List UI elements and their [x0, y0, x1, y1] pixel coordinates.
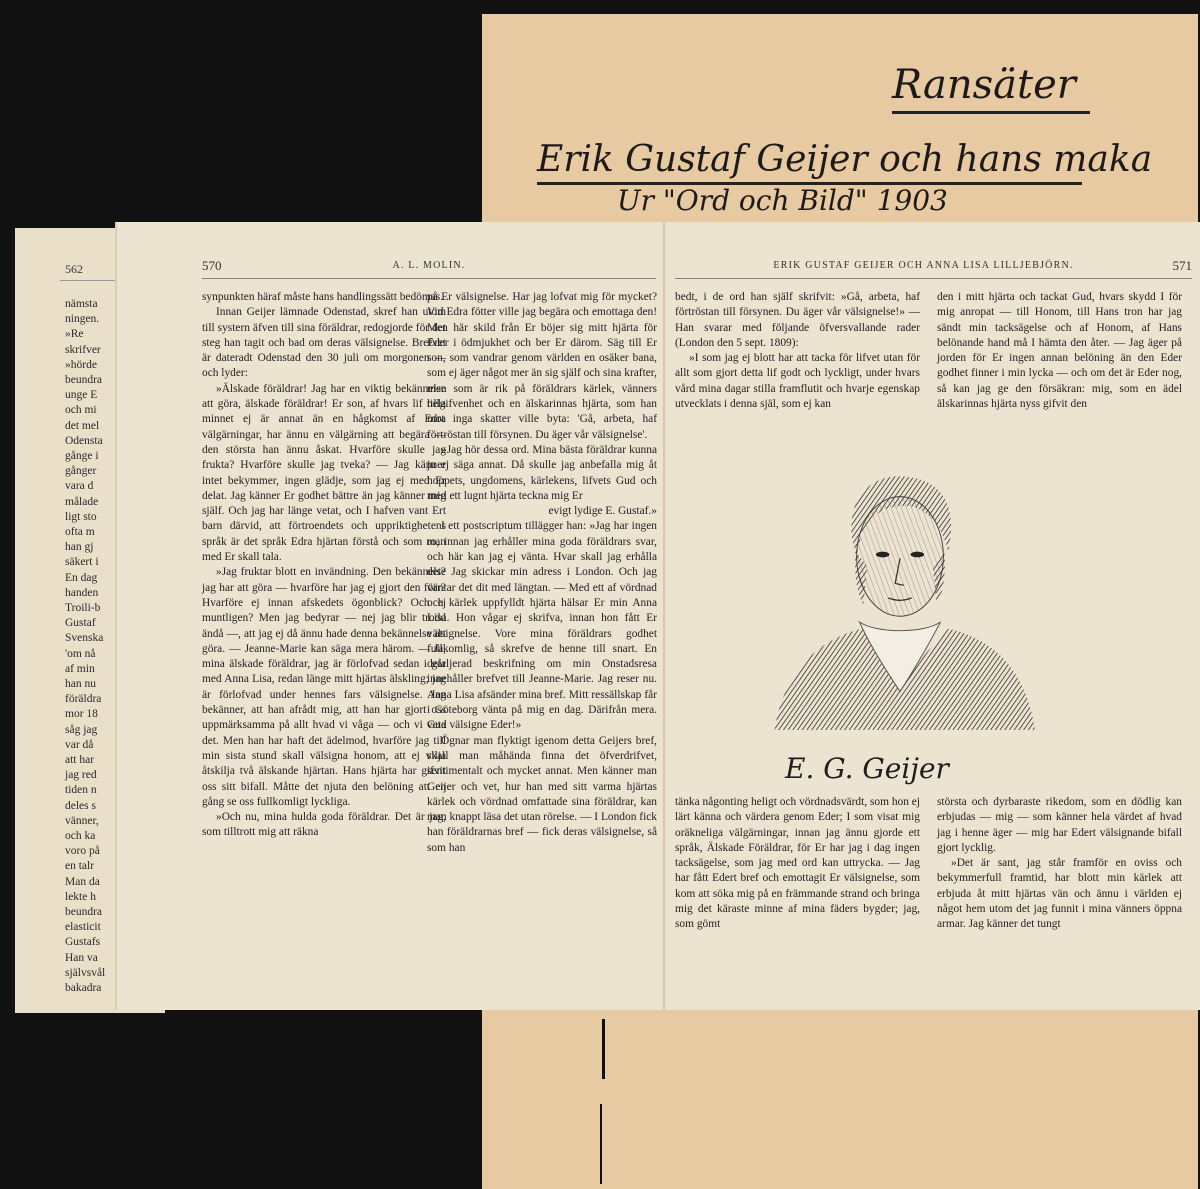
handwritten-source: Ur "Ord och Bild" 1903: [617, 184, 948, 217]
text-line: att har: [65, 754, 95, 766]
text-column: [427, 290, 657, 856]
text-line: En dag: [65, 571, 98, 584]
text-column: [202, 290, 446, 841]
text-line: Troili-b: [65, 602, 101, 614]
text-line: ningen.: [65, 313, 100, 326]
paragraph: den i mitt hjärta och tackat Gud, hvars skydd I för mig anropat — till Honom, till Hans tron har jag sändt min tacksägelse och af Honom, af Hans belönande hand må I hämta den åter. — Jag äger på jorden för Er ingen annan belöning än den Eder godhet finner i min lycka — och om det är Eder nog, så kan jag ge den försäkran: mig, som en ädel älskarinnas hjärta nyss gifvit den: [937, 291, 1182, 411]
text-line: lekte h: [65, 890, 96, 903]
text-line: mor 18: [65, 708, 98, 721]
text-line: tiden n: [65, 784, 97, 797]
text-line: och ka: [65, 830, 96, 842]
text-line: självsvål: [65, 966, 106, 979]
text-line: såg jag: [65, 723, 98, 736]
text-line: af min: [65, 662, 95, 675]
text-line: beundra: [65, 374, 103, 386]
paragraph: synpunkten häraf måste hans handlingssätt bedömas.: [202, 291, 444, 303]
text-line: ligt sto: [65, 510, 97, 523]
paragraph: största och dyrbaraste rikedom, som en dödlig kan erbjudas — mig — som känner hela värdet af hvad jag i henne äger — mig har Edert välsignande bifall gjort lycklig.: [937, 796, 1182, 854]
text-line: »Re: [65, 328, 84, 341]
article-spread: [115, 222, 1200, 1010]
text-line: unge E: [65, 389, 98, 402]
text-line: ofta m: [65, 526, 95, 538]
text-line: en talr: [65, 860, 95, 873]
text-column: [937, 795, 1182, 933]
text-line: Gustafs: [65, 936, 101, 949]
text-line: voro på: [65, 845, 100, 858]
text-line: vänner,: [65, 814, 99, 827]
text-column: [675, 795, 920, 933]
text-line: skrifver: [65, 343, 101, 356]
running-head: ERIK GUSTAF GEIJER OCH ANNA LISA LILLJEBJÖRN.: [773, 260, 1074, 271]
page-number: 562: [65, 262, 83, 276]
paragraph: »Och nu, mina hulda goda föräldrar. Det är jag, som tilltrott mig att räkna: [202, 811, 446, 839]
text-line: målade: [65, 495, 99, 508]
paragraph: Innan Geijer lämnade Odenstad, skref han utom till systern äfven till sina föräldrar, redogjorde för det steg han tagit och bad om deras välsignelse. Brefvet är dateradt Odenstad den 30 juli om morgonen — och lyder:: [202, 306, 446, 380]
text-line: han gj: [65, 541, 94, 554]
handwritten-title: Erik Gustaf Geijer och hans maka: [537, 139, 1153, 180]
page-570: [139, 222, 656, 1010]
text-line: vara d: [65, 480, 94, 493]
paragraph: »Jag fruktar blott en invändning. Den bekännelse jag har att göra — hvarföre har jag ej gjort den förr? Hvarföre ej innan afskedets ögonblick? Och ej muntligen? Men jag bedyrar — nej jag blir trodd ändå —, att jag ej då ännu hade denna bekännelse att göra. — Jeanne-Marie kan säga mera härom. — Ja, mina älskade föräldrar, jag är förlofvad sedan i går med Anna Lisa, redan länge mitt hjärtas älskling; jag är förlofvad under hennes fars välsignelse. Jag bekänner, att han afrådt mig, att han har gjort oss uppmärksamma på allt hvad vi våga — och vi veta det. Men han har haft det ädelmod, hvarföre jag till min sista stund skall välsigna honom, att ej vilja åtskilja två älskande hjärtan. Hans hjärta har gifvit oss sitt bifall. Måtte det njuta den belöning att en gång se oss fullkomligt lyckliga.: [202, 566, 446, 808]
underline: [892, 111, 1090, 114]
running-head: A. L. MOLIN.: [392, 260, 466, 271]
text-line: gånge i: [65, 450, 99, 462]
text-line: Man da: [65, 875, 100, 888]
paragraph: evigt lydige E. Gustaf.»: [548, 505, 657, 518]
header-rule: [202, 278, 656, 279]
handwritten-place: Ransäter: [892, 62, 1076, 108]
text-line: Svenska: [65, 632, 104, 645]
page-number: 570: [202, 258, 222, 273]
text-line: nämsta: [65, 298, 98, 310]
text-line: säkert i: [65, 556, 99, 569]
page-number: 571: [1172, 258, 1192, 273]
text-line: Gustaf: [65, 617, 96, 630]
text-line: beundra: [65, 906, 103, 918]
paragraph: »Älskade föräldrar! Jag har en viktig bekännelse att göra, älskade föräldrar! Er son, af hvars lif hela minnet ej är annat än en hågkomst af Edra välgärningar, har ännu en välgärning att begära — den största han ännu åskat. Hvarföre skulle jag frukta? Hvarföre skulle jag tveka? — Jag känner intet bekymmer, ingen glädje, som jag ej med Er delat. Jag känner Er godhet bättre än jag känner mig själf. Och jag har länge vetat, och I hafven vant Ert barn därvid, att förtroendets och uppriktighetens språk är det språk Edra hjärtan förstå och som man med Er skall tala.: [202, 382, 446, 564]
paragraph: »Jag hör dessa ord. Mina bästa föräldrar kunna ju ej säga annat. Då skulle jag anbefalla mig åt hoppets, ungdomens, kärlekens, lifvets Gud och med ett lugnt hjärta teckna mig Er: [427, 443, 657, 502]
text-line: föräldra: [65, 693, 102, 706]
text-line: det mel: [65, 419, 100, 432]
paragraph: bedt, i de ord han själf skrifvit: »Gå, arbeta, haf förtröstan till försynen. Du äger vår välsignelse!» — Han svarar med följande öfversvallande rader (London den 5 sept. 1809):: [675, 291, 920, 349]
center-fold: [663, 222, 665, 1010]
paragraph: tänka någonting heligt och vördnadsvärdt, som hon ej lärt känna och värdera genom Eder; I som visat mig oräkneliga välgärningar, innan jag ännu gjorde ett språk, Älskade Föräldrar, för Er har jag i dag ingen tacksägelse, som jag med ord kan uttrycka. — Jag har fått Edert bref och emottagit Er välsignelse, som kom att söka mig på en främmande strand och bringa mig det käraste minne af mina fäders bygder; jag, som gömt: [675, 796, 920, 931]
text-column: [675, 290, 920, 412]
tear-mark: [600, 1104, 602, 1184]
page-header: [675, 258, 1192, 276]
text-line: handen: [65, 586, 99, 599]
paragraph: I ett postscriptum tillägger han: »Jag har ingen ro, innan jag erhåller mina goda föräldrars svar, och här kan jag ej vänta. Hvar skall jag erhålla det? Jag skickar min adress i London. Och jag väntar det dit med längtan. — Med ett af vördnad och kärlek uppfylldt hjärta hälsar Er min Anna Lisa. Hon vågar ej skrifva, innan hon fått Er välsignelse. Vore mina föräldrars godhet fullkomlig, så skrefve de henne till snart. En detaljerad beskrifning om min Onstadsresa innehåller brefvet till Jeanne-Marie. Jag reser nu. Anna Lisa afsänder mina bref. Mitt ressällskap får i Göteborg vänta på mig en dag. Därifrån mera. Gud välsigne Eder!»: [427, 520, 657, 732]
text-line: jag red: [65, 769, 97, 782]
portrait-caption: E. G. Geijer: [785, 752, 949, 785]
tear-mark: [602, 1019, 605, 1079]
text-line: »hörde: [65, 358, 97, 371]
paragraph: Ögnar man flyktigt igenom detta Geijers bref, skall man måhända finna det öfverdrifvet, sentimentalt och mycket annat. Men känner man Geijer och vet, hur han med sitt varma hjärtas kärlek och vördnad omfattade sina föräldrar, kan man knappt läsa det utan rörelse. — I London fick han föräldrarnas bref — fick deras välsignelse, så som han: [427, 734, 657, 854]
page-571: [675, 222, 1192, 1010]
text-column: [937, 290, 1182, 412]
text-line: Odensta: [65, 434, 103, 447]
text-line: Han va: [65, 951, 98, 964]
text-line: bakadra: [65, 982, 102, 994]
text-line: och mi: [65, 404, 97, 417]
portrait-engraving: [750, 460, 1050, 730]
text-line: var då: [65, 738, 94, 751]
header-rule: [675, 278, 1192, 279]
text-line: han nu: [65, 678, 96, 690]
paragraph: »I som jag ej blott har att tacka för lifvet utan för allt som gjort detta lif godt och lyckligt, under hvars vård mina dagar stilla framflutit och hvarje egenskap utvecklats i denna själ, som ej kan: [675, 352, 920, 411]
text-line: deles s: [65, 799, 96, 812]
text-line: elasticit: [65, 921, 101, 934]
paragraph: på Er välsignelse. Har jag lofvat mig för mycket? Vid Edra fötter ville jag begära och emottaga den! Men här skild från Er böjer sig mitt hjärta för Eder i ödmjukhet och ber Er därom. Säg till Er son, som vandrar genom världen en osäker bana, som ej äger något mer än sig själf och sina krafter, men som är rik på föräldrars kärlek, vänners tillgifvenhet och en älskarinnas hjärta, som han mot inga skatter ville byta: 'Gå, arbeta, haf förtröstan till försynen. Du äger vår välsignelse'.: [427, 291, 657, 441]
page-header: [139, 258, 656, 276]
paragraph: »Det är sant, jag står framför en oviss och bekymmerfull framtid, har blott min kärlek att erbjuda åt mitt hjärtas vän och ännu i världen ej något hem utom det jag funnit i mina vänners öppna armar. Jag känner det tungt: [937, 857, 1182, 931]
text-line: gånger: [65, 465, 97, 478]
text-line: 'om nå: [65, 647, 96, 660]
